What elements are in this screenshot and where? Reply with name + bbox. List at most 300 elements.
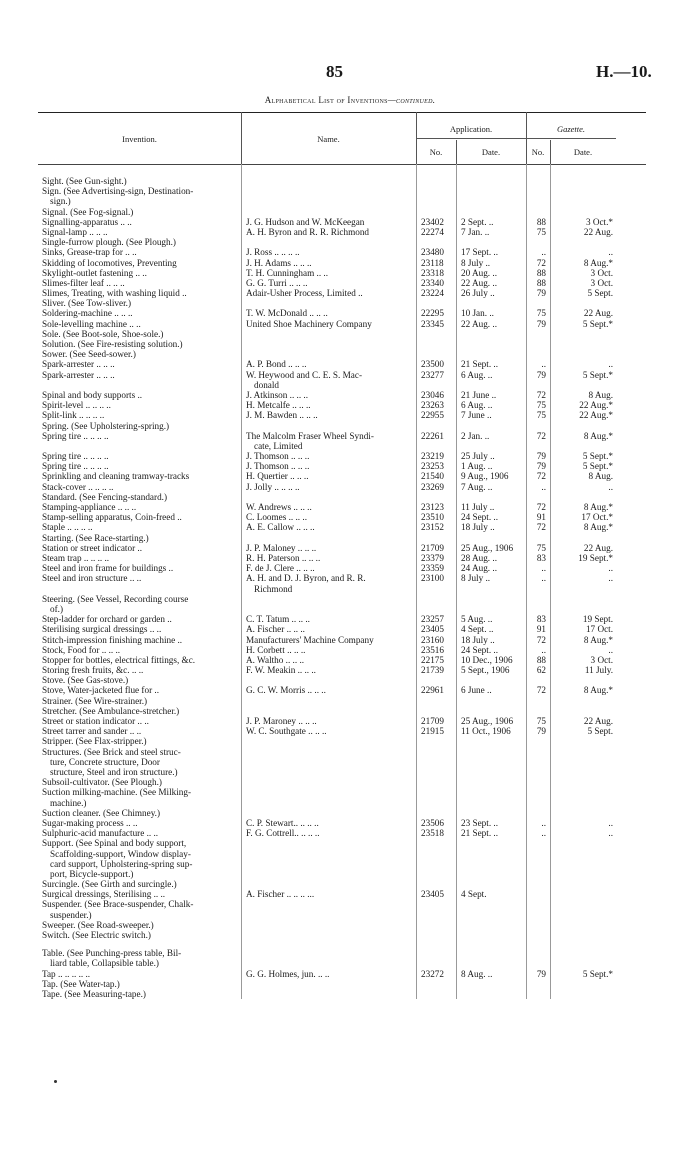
table-row <box>38 685 646 695</box>
invention-cell-line: Sulphuric-acid manufacture .. .. <box>42 828 159 839</box>
gazette-no-cell: 75 <box>536 308 546 319</box>
invention-cell <box>42 186 238 206</box>
table-row <box>38 512 646 522</box>
invention-cell <box>42 268 238 278</box>
name-cell-line: J. M. Bawden .. .. .. <box>246 410 318 421</box>
page-title-text: Alphabetical List of Inventions <box>264 95 388 105</box>
name-cell <box>246 400 412 410</box>
gazette-date-cell: 3 Oct. <box>590 654 613 665</box>
invention-cell <box>42 512 238 522</box>
gazette-no-cell: 72 <box>536 634 546 645</box>
invention-cell <box>42 247 238 257</box>
application-no-cell: 23123 <box>421 502 444 513</box>
invention-cell <box>42 969 238 979</box>
invention-cell-line: Tape. (See Measuring-tape.) <box>42 989 146 1000</box>
name-cell <box>246 278 412 288</box>
invention-cell <box>42 624 238 634</box>
table-row <box>38 400 646 410</box>
table-row <box>38 176 646 186</box>
name-cell <box>246 288 412 298</box>
invention-cell <box>42 899 238 919</box>
gazette-no-cell: .. <box>541 828 546 839</box>
invention-cell <box>42 747 238 778</box>
invention-cell-line: Steering. (See Vessel, Recording course <box>42 593 189 604</box>
application-date-cell: 22 Aug. .. <box>461 277 497 288</box>
invention-cell <box>42 614 238 624</box>
gazette-date-cell: 5 Sept. <box>587 288 613 299</box>
gazette-no-cell: 79 <box>536 968 546 979</box>
application-no-cell: 23518 <box>421 828 444 839</box>
name-cell <box>246 828 412 838</box>
gazette-no-cell: 79 <box>536 288 546 299</box>
name-cell-line: J. Ross .. .. .. .. <box>246 247 300 258</box>
application-no-cell: 23516 <box>421 644 444 655</box>
column-divider <box>550 164 551 999</box>
table-row <box>38 818 646 828</box>
invention-cell-line: Suction milking-machine. (See Milking- <box>42 787 192 798</box>
invention-cell-line: Slimes-filter leaf .. .. .. <box>42 277 125 288</box>
application-no-cell: 23272 <box>421 968 444 979</box>
invention-cell-line: Subsoil-cultivator. (See Plough.) <box>42 777 162 788</box>
table-row <box>38 431 646 451</box>
invention-cell-line: ture, Concrete structure, Door <box>50 756 160 767</box>
application-date-cell: 17 Sept. .. <box>461 247 499 258</box>
invention-cell-line: Sole. (See Boot-sole, Shoe-sole.) <box>42 328 164 339</box>
gazette-no-header: No. <box>531 147 545 157</box>
invention-cell <box>42 298 238 308</box>
application-no-cell: 22274 <box>421 226 444 237</box>
invention-cell-line: Stock, Food for .. .. .. <box>42 644 121 655</box>
invention-cell <box>42 217 238 227</box>
gazette-date-cell: 22 Aug.* <box>579 400 613 411</box>
gazette-no-cell: 72 <box>536 430 546 441</box>
table-row <box>38 675 646 685</box>
gazette-no-cell: .. <box>541 359 546 370</box>
application-no-cell: 23257 <box>421 614 444 625</box>
table-row <box>38 370 646 390</box>
name-cell <box>246 512 412 522</box>
table-row <box>38 726 646 736</box>
application-no-cell: 22961 <box>421 685 444 696</box>
invention-cell <box>42 665 238 675</box>
gazette-no-cell: 72 <box>536 685 546 696</box>
name-cell-line: Manufacturers' Machine Company <box>246 634 374 645</box>
name-cell-line: J. Atkinson .. .. .. <box>246 389 309 400</box>
gazette-date-cell: 3 Oct. <box>590 267 613 278</box>
application-date-cell: 11 July .. <box>461 502 495 513</box>
table-row <box>38 247 646 257</box>
table-row <box>38 645 646 655</box>
application-no-cell: 23359 <box>421 563 444 574</box>
invention-cell-line: Surcingle. (See Girth and surcingle.) <box>42 879 177 890</box>
invention-cell-line: Storing fresh fruits, &c. .. .. <box>42 665 144 676</box>
application-no-cell: 23480 <box>421 247 444 258</box>
gazette-no-cell: 79 <box>536 461 546 472</box>
name-cell <box>246 502 412 512</box>
gazette-no-cell: 75 <box>536 226 546 237</box>
invention-cell-line: Solution. (See Fire-resisting solution.) <box>42 339 183 350</box>
application-no-cell: 23379 <box>421 552 444 563</box>
name-cell <box>246 431 412 451</box>
application-no-cell: 23405 <box>421 624 444 635</box>
table-row <box>38 421 646 431</box>
invention-cell-line: Skylight-outlet fastening .. .. <box>42 267 147 278</box>
application-date-cell: 24 Sept. .. <box>461 512 499 523</box>
application-date-cell: 21 Sept. .. <box>461 828 499 839</box>
invention-cell-line: Split-link .. .. .. .. <box>42 410 105 421</box>
invention-cell <box>42 451 238 461</box>
application-date-cell: 25 Aug., 1906 <box>461 716 514 727</box>
invention-cell <box>42 502 238 512</box>
application-no-cell: 23318 <box>421 267 444 278</box>
table-row <box>38 298 646 308</box>
application-date-cell: 24 Aug. .. <box>461 563 497 574</box>
table-row <box>38 969 646 979</box>
invention-cell <box>42 543 238 553</box>
invention-cell-line: Support. (See Spinal and body support, <box>42 838 187 849</box>
gazette-date-cell: 8 Aug.* <box>583 522 613 533</box>
application-date-cell: 22 Aug. .. <box>461 318 497 329</box>
application-date-cell: 24 Sept. .. <box>461 644 499 655</box>
table-row <box>38 808 646 818</box>
invention-cell <box>42 482 238 492</box>
gazette-no-cell: .. <box>541 817 546 828</box>
gazette-no-cell: 91 <box>536 624 546 635</box>
document-reference: H.—10. <box>596 62 652 81</box>
table-row <box>38 696 646 706</box>
gazette-date-cell: 22 Aug. <box>583 542 613 553</box>
application-no-cell: 23253 <box>421 461 444 472</box>
invention-cell <box>42 288 238 298</box>
application-date-cell: 20 Aug. .. <box>461 267 497 278</box>
gazette-no-cell: 75 <box>536 542 546 553</box>
gazette-no-cell: 88 <box>536 216 546 227</box>
invention-cell-line: Scaffolding-support, Window display- <box>50 848 191 859</box>
gazette-date-cell: 22 Aug.* <box>579 410 613 421</box>
invention-cell-line: Stopper for bottles, electrical fittings, &c. <box>42 654 196 665</box>
name-cell <box>246 716 412 726</box>
gazette-date-cell: 8 Aug.* <box>583 685 613 696</box>
gazette-no-cell: .. <box>541 573 546 584</box>
name-cell <box>246 553 412 563</box>
application-date-cell: 4 Sept. .. <box>461 624 494 635</box>
page-number: 85 <box>326 62 343 81</box>
invention-cell-line: Tap. (See Water-tap.) <box>42 978 120 989</box>
name-cell-line: A. H. Byron and R. R. Richmond <box>246 226 370 237</box>
column-divider <box>526 164 527 999</box>
application-no-cell: 23263 <box>421 400 444 411</box>
invention-cell-line: Signal. (See Fog-signal.) <box>42 206 134 217</box>
name-cell <box>246 645 412 655</box>
invention-cell-line: Spring tire .. .. .. .. <box>42 461 109 472</box>
invention-cell <box>42 828 238 838</box>
name-cell <box>246 543 412 553</box>
name-cell-line: G. G. Turri .. .. .. <box>246 277 308 288</box>
name-cell-line: H. Metcalfe .. .. .. <box>246 400 311 411</box>
name-cell <box>246 217 412 227</box>
table-top-rule <box>38 112 646 113</box>
invention-cell-line: Strainer. (See Wire-strainer.) <box>42 695 148 706</box>
invention-cell-line: Spring. (See Upholstering-spring.) <box>42 420 170 431</box>
gazette-no-cell: 72 <box>536 257 546 268</box>
gazette-date-cell: .. <box>608 828 613 839</box>
application-no-cell: 23269 <box>421 481 444 492</box>
table-row <box>38 502 646 512</box>
invention-cell-line: Switch. (See Electric switch.) <box>42 930 151 941</box>
application-date-cell: 11 Oct., 1906 <box>461 726 511 737</box>
invention-cell-line: Surgical dressings, Sterilising .. .. <box>42 889 166 900</box>
gazette-date-cell: .. <box>608 573 613 584</box>
application-no-cell: 23510 <box>421 512 444 523</box>
invention-cell-line: Spark-arrester .. .. .. <box>42 359 115 370</box>
name-cell <box>246 258 412 268</box>
invention-cell-line: Stitch-impression finishing machine .. <box>42 634 183 645</box>
gazette-date-cell: 8 Aug.* <box>583 502 613 513</box>
invention-cell-line: Sole-levelling machine .. .. <box>42 318 141 329</box>
name-cell-line: A. Waltho .. .. .. <box>246 654 305 665</box>
gazette-date-cell: 8 Aug.* <box>583 257 613 268</box>
gazette-date-cell: 19 Sept. <box>582 614 613 625</box>
table-row <box>38 258 646 268</box>
invention-cell-line: Sweeper. (See Road-sweeper.) <box>42 919 154 930</box>
application-no-cell: 21739 <box>421 665 444 676</box>
gazette-date-cell: 17 Oct.* <box>581 512 613 523</box>
name-cell-line: J. Thomson .. .. .. <box>246 451 310 462</box>
table-row <box>38 553 646 563</box>
application-date-cell: 8 Aug. .. <box>461 968 493 979</box>
gazette-date-cell: 22 Aug. <box>583 308 613 319</box>
invention-cell <box>42 838 238 879</box>
gazette-no-cell: 72 <box>536 471 546 482</box>
name-cell <box>246 461 412 471</box>
invention-cell <box>42 879 238 889</box>
gazette-no-cell: 79 <box>536 451 546 462</box>
gazette-no-cell: 75 <box>536 716 546 727</box>
name-cell <box>246 268 412 278</box>
application-date-header: Date. <box>481 147 501 157</box>
table-row <box>38 889 646 899</box>
invention-cell-line: Signal-lamp .. .. .. <box>42 226 108 237</box>
name-cell-line: J. Thomson .. .. .. <box>246 461 310 472</box>
invention-cell-line: Sower. (See Seed-sower.) <box>42 349 136 360</box>
gazette-no-cell: 79 <box>536 726 546 737</box>
invention-cell-line: liard table, Collapsible table.) <box>50 958 159 969</box>
table-row <box>38 410 646 420</box>
name-cell-line: G. C. W. Morris .. .. .. <box>246 685 326 696</box>
invention-cell-line: Sugar-making process .. .. <box>42 817 138 828</box>
invention-cell-line: Spring tire .. .. .. .. <box>42 430 109 441</box>
table-row <box>38 940 646 948</box>
ink-mark <box>54 1080 57 1083</box>
name-cell <box>246 655 412 665</box>
invention-cell-line: Steam trap .. .. .. .. <box>42 552 110 563</box>
gazette-date-cell: 11 July. <box>584 665 613 676</box>
application-date-cell: 10 Jan. .. <box>461 308 494 319</box>
name-cell-line: A. Fischer .. .. .. ... <box>246 889 315 900</box>
invention-cell-line: Signalling-apparatus .. .. <box>42 216 132 227</box>
invention-cell-line: Sprinkling and cleaning tramway-tracks <box>42 471 190 482</box>
invention-cell <box>42 889 238 899</box>
name-cell-line: Richmond <box>254 583 293 594</box>
application-date-cell: 18 July .. <box>461 522 495 533</box>
invention-cell <box>42 176 238 186</box>
application-no-cell: 23506 <box>421 817 444 828</box>
gazette-date-cell: 3 Oct.* <box>585 216 613 227</box>
invention-cell-line: Sight. (See Gun-sight.) <box>42 176 127 186</box>
application-date-cell: 6 Aug. .. <box>461 369 493 380</box>
application-no-cell: 23224 <box>421 288 444 299</box>
invention-cell-line: Stack-cover .. .. .. .. <box>42 481 114 492</box>
invention-cell-line: of.) <box>50 603 64 614</box>
gazette-no-cell: .. <box>541 563 546 574</box>
invention-cell-line: Stamp-selling apparatus, Coin-freed .. <box>42 512 182 523</box>
application-date-cell: 9 Aug., 1906 <box>461 471 509 482</box>
invention-cell <box>42 319 238 329</box>
invention-cell-line: Street tarrer and sander .. .. <box>42 726 142 737</box>
application-no-cell: 21709 <box>421 542 444 553</box>
name-cell <box>246 471 412 481</box>
name-cell <box>246 227 412 237</box>
table-row <box>38 207 646 217</box>
table-row <box>38 451 646 461</box>
invention-cell <box>42 777 238 787</box>
table-row <box>38 471 646 481</box>
application-date-cell: 7 Jan. .. <box>461 226 490 237</box>
invention-cell <box>42 696 238 706</box>
table-row <box>38 828 646 838</box>
name-cell-line: A. H. and D. J. Byron, and R. R. <box>246 573 366 584</box>
table-row <box>38 308 646 318</box>
gazette-no-cell: 88 <box>536 277 546 288</box>
application-no-cell: 21540 <box>421 471 444 482</box>
invention-cell <box>42 920 238 930</box>
gazette-no-cell: .. <box>541 247 546 258</box>
table-row <box>38 278 646 288</box>
invention-cell-line: Spring tire .. .. .. .. <box>42 451 109 462</box>
gazette-date-cell: .. <box>608 563 613 574</box>
table-row <box>38 492 646 502</box>
table-row <box>38 930 646 940</box>
gazette-date-cell: 3 Oct. <box>590 277 613 288</box>
table-row <box>38 979 646 989</box>
application-date-cell: 6 June .. <box>461 685 492 696</box>
application-date-cell: 5 Aug. .. <box>461 614 493 625</box>
table-row <box>38 359 646 369</box>
gazette-no-cell: 79 <box>536 369 546 380</box>
gazette-no-cell: 83 <box>536 614 546 625</box>
name-cell <box>246 390 412 400</box>
gazette-date-cell: 22 Aug. <box>583 716 613 727</box>
invention-cell <box>42 989 238 999</box>
application-date-cell: 7 June .. <box>461 410 492 421</box>
name-cell-line: C. Loomes .. .. .. <box>246 512 307 523</box>
invention-cell-line: Steel and iron structure .. .. <box>42 573 142 584</box>
page-title-suffix: —continued. <box>387 95 436 105</box>
table-row <box>38 288 646 298</box>
gazette-no-cell: 79 <box>536 318 546 329</box>
table-row <box>38 787 646 807</box>
gazette-date-cell: 8 Aug. <box>588 389 613 400</box>
invention-cell <box>42 492 238 502</box>
name-cell-line: W. Andrews .. .. .. <box>246 502 312 513</box>
invention-cell-line: Stretcher. (See Ambulance-stretcher.) <box>42 705 180 716</box>
table-row <box>38 879 646 889</box>
gazette-no-cell: 72 <box>536 502 546 513</box>
invention-cell <box>42 553 238 563</box>
invention-cell <box>42 930 238 940</box>
invention-cell-line: Stripper. (See Flax-stripper.) <box>42 736 147 747</box>
invention-cell <box>42 645 238 655</box>
gazette-date-cell: 5 Sept. <box>587 726 613 737</box>
gazette-no-cell: 62 <box>536 665 546 676</box>
gazette-date-cell: .. <box>608 817 613 828</box>
table-row <box>38 747 646 778</box>
invention-cell-line: Stove. (See Gas-stove.) <box>42 675 129 686</box>
invention-cell-line: port, Bicycle-support.) <box>50 868 134 879</box>
table-row <box>38 186 646 206</box>
application-no-cell: 23345 <box>421 318 444 329</box>
invention-cell-line: Structures. (See Brick and steel struc- <box>42 746 181 757</box>
invention-cell <box>42 207 238 217</box>
name-cell <box>246 359 412 369</box>
invention-cell-line: Table. (See Punching-press table, Bil- <box>42 948 182 959</box>
application-no-cell: 23500 <box>421 359 444 370</box>
application-no-cell: 23277 <box>421 369 444 380</box>
table-row <box>38 624 646 634</box>
table-row <box>38 594 646 614</box>
application-no-cell: 23100 <box>421 573 444 584</box>
table-row <box>38 319 646 329</box>
application-no-cell: 22175 <box>421 654 444 665</box>
name-cell-line: J. P. Maroney .. .. .. <box>246 716 317 727</box>
invention-cell <box>42 594 238 614</box>
application-no-cell: 23118 <box>421 257 444 268</box>
gazette-date-cell: 5 Sept.* <box>582 968 613 979</box>
table-row <box>38 920 646 930</box>
invention-cell <box>42 726 238 736</box>
invention-cell-line: machine.) <box>50 797 87 808</box>
gazette-subrule <box>526 138 616 139</box>
name-cell-line: A. P. Bond .. .. .. <box>246 359 307 370</box>
invention-cell-line: Station or street indicator .. <box>42 542 143 553</box>
name-cell-line: cate, Limited <box>254 440 303 451</box>
invention-cell <box>42 359 238 369</box>
invention-cell-line: Skidding of locomotives, Preventing <box>42 257 177 268</box>
invention-cell-line: Standard. (See Fencing-standard.) <box>42 491 168 502</box>
invention-cell-line: Street or station indicator .. .. <box>42 716 149 727</box>
name-cell-line: J. P. Maloney .. .. .. <box>246 542 317 553</box>
invention-cell-line: Spark-arrester .. .. .. <box>42 369 115 380</box>
invention-cell-line: Single-furrow plough. (See Plough.) <box>42 237 176 248</box>
invention-cell-line: Suction cleaner. (See Chimney.) <box>42 807 161 818</box>
invention-cell <box>42 237 238 247</box>
invention-cell <box>42 329 238 339</box>
application-group-header: Application. <box>449 124 493 134</box>
gazette-group-header: Gazette. <box>556 124 586 134</box>
name-cell-line: R. H. Paterson .. .. .. <box>246 552 321 563</box>
invention-cell <box>42 308 238 318</box>
application-no-cell: 23219 <box>421 451 444 462</box>
name-cell-line: United Shoe Machinery Company <box>246 318 372 329</box>
invention-cell-line: structure, Steel and iron structure.) <box>50 766 178 777</box>
gazette-date-cell: 19 Sept.* <box>578 552 613 563</box>
invention-cell <box>42 948 238 968</box>
name-cell-line: C. P. Stewart.. .. .. .. <box>246 817 319 828</box>
application-date-cell: 5 Sept., 1906 <box>461 665 510 676</box>
invention-cell <box>42 716 238 726</box>
gazette-date-cell: .. <box>608 644 613 655</box>
gazette-date-cell: 5 Sept.* <box>582 318 613 329</box>
